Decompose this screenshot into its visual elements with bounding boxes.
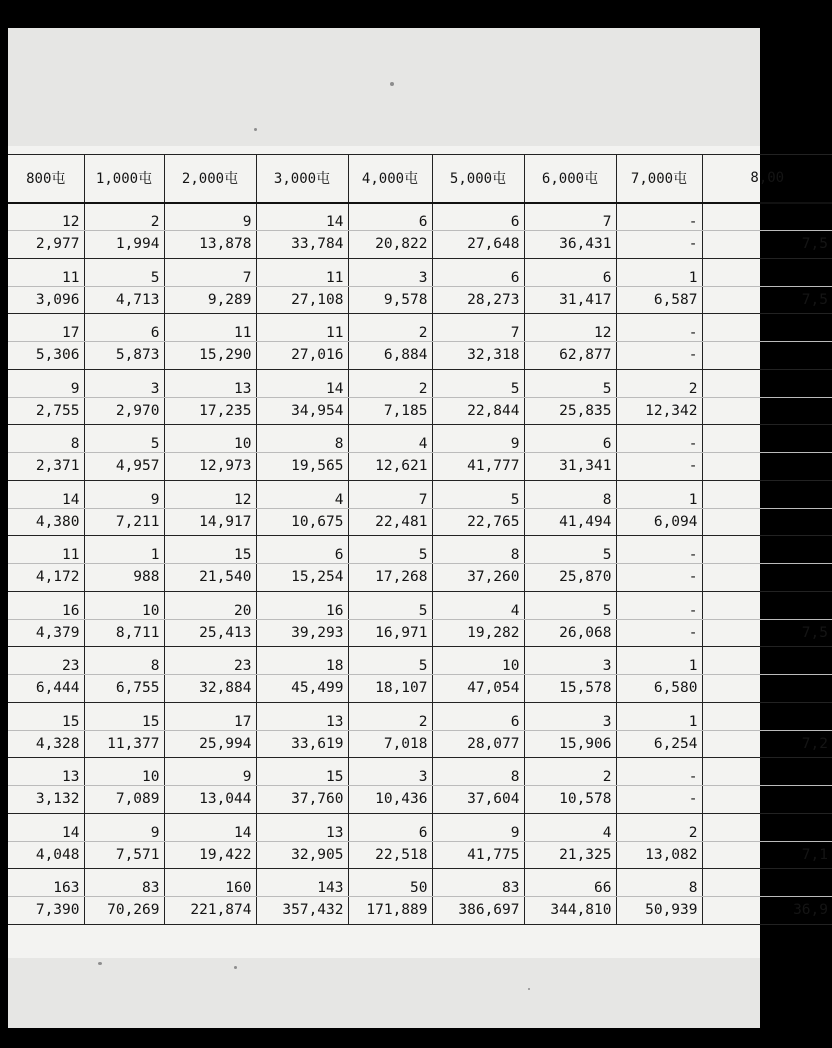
table-cell: 8 [84, 647, 164, 675]
table-cell: 27,108 [256, 286, 348, 314]
table-row-tonnage [8, 508, 832, 536]
table-cell: 171,889 [348, 897, 432, 925]
table-cell: 45,499 [256, 675, 348, 703]
table-row-count [8, 425, 832, 453]
table-row-count [8, 314, 832, 342]
table-cell: 3 [524, 647, 616, 675]
table-cell: 163 [8, 869, 84, 897]
scan-noise-top [8, 28, 760, 146]
table-row-tonnage [8, 730, 832, 758]
table-cell: 3 [524, 702, 616, 730]
table-cell: 31,417 [524, 286, 616, 314]
table-cell: 19,565 [256, 453, 348, 481]
table-cell: 13,044 [164, 786, 256, 814]
table-cell: 4 [256, 480, 348, 508]
table-cell: 6 [348, 203, 432, 231]
table-row-tonnage [8, 619, 832, 647]
scan-speck [528, 988, 530, 990]
table-row-tonnage [8, 342, 832, 370]
table-cell: 8 [256, 425, 348, 453]
table-cell: 3 [348, 758, 432, 786]
table-cell: 41,775 [432, 841, 524, 869]
table-cell: 22,765 [432, 508, 524, 536]
table-cell: 8 [616, 869, 702, 897]
table-cell: 1 [84, 536, 164, 564]
table-row-count [8, 702, 832, 730]
table-cell: 5 [524, 536, 616, 564]
table-cell [702, 314, 832, 342]
table-cell: 6 [84, 314, 164, 342]
table-cell: 6 [524, 258, 616, 286]
table-cell: 21,325 [524, 841, 616, 869]
table-cell: 160 [164, 869, 256, 897]
table-cell [702, 758, 832, 786]
table-row-tonnage [8, 675, 832, 703]
table-cell: 10 [432, 647, 524, 675]
scan-speck [390, 82, 394, 86]
table-cell: 8 [524, 480, 616, 508]
table-cell: 3,132 [8, 786, 84, 814]
scan-speck [98, 962, 102, 965]
table-cell: 15 [8, 702, 84, 730]
table-cell [702, 369, 832, 397]
table-cell: 10,436 [348, 786, 432, 814]
table-cell: 17 [8, 314, 84, 342]
table-cell: 7,018 [348, 730, 432, 758]
table-cell: 4,713 [84, 286, 164, 314]
table-row-tonnage [8, 286, 832, 314]
table-cell: 6,755 [84, 675, 164, 703]
table-cell: 10 [84, 758, 164, 786]
table-cell: 83 [84, 869, 164, 897]
table-cell: 11 [164, 314, 256, 342]
table-cell: - [616, 536, 702, 564]
table-cell: 7 [164, 258, 256, 286]
table-cell: 70,269 [84, 897, 164, 925]
table-cell: 33,619 [256, 730, 348, 758]
table-cell [702, 591, 832, 619]
table-cell: 3,000屯 [256, 155, 348, 203]
table-cell: 11 [256, 258, 348, 286]
table-cell: 14 [256, 203, 348, 231]
table-cell: 15 [256, 758, 348, 786]
table-row-count [8, 203, 832, 231]
table-cell: 19,422 [164, 841, 256, 869]
table-cell: 7,5 [702, 286, 832, 314]
table-cell: 2,371 [8, 453, 84, 481]
table-cell [702, 397, 832, 425]
table-cell [702, 453, 832, 481]
table-cell: 15 [84, 702, 164, 730]
table-cell: 9 [84, 813, 164, 841]
tonnage-table [8, 154, 832, 925]
table-cell: 800屯 [8, 155, 84, 203]
table-row-count [8, 813, 832, 841]
table-cell: 13,878 [164, 231, 256, 259]
table-cell: 5 [84, 425, 164, 453]
header-row [8, 155, 832, 203]
table-cell: 9 [164, 758, 256, 786]
total-row-count [8, 869, 832, 897]
table-cell: 9 [8, 369, 84, 397]
table-cell: - [616, 758, 702, 786]
table-cell: 6 [348, 813, 432, 841]
table-cell: 3,096 [8, 286, 84, 314]
table-cell: - [616, 342, 702, 370]
table-cell: 2 [348, 369, 432, 397]
table-cell: 1 [616, 258, 702, 286]
table-cell: 23 [164, 647, 256, 675]
table-cell: 5 [348, 647, 432, 675]
table-cell: 143 [256, 869, 348, 897]
table-cell: 14 [8, 480, 84, 508]
table-cell: 14 [8, 813, 84, 841]
table-cell: 7,2 [702, 730, 832, 758]
table-cell: 357,432 [256, 897, 348, 925]
table-cell: 3 [348, 258, 432, 286]
table-cell: 27,648 [432, 231, 524, 259]
table-cell: - [616, 786, 702, 814]
table-cell: 16,971 [348, 619, 432, 647]
table-row-tonnage [8, 453, 832, 481]
table-cell: 17,235 [164, 397, 256, 425]
table-cell: 20 [164, 591, 256, 619]
scan-speck [254, 128, 257, 131]
table-cell: 50 [348, 869, 432, 897]
table-cell: 12 [524, 314, 616, 342]
table-cell: 5,873 [84, 342, 164, 370]
table-cell: 8,00 [702, 155, 832, 203]
table-cell [702, 869, 832, 897]
table-cell: - [616, 619, 702, 647]
table-cell: 5 [348, 591, 432, 619]
table-cell: 7,571 [84, 841, 164, 869]
table-cell: 39,293 [256, 619, 348, 647]
table-cell: 15,290 [164, 342, 256, 370]
table-cell: 7,5 [702, 619, 832, 647]
table-cell: 83 [432, 869, 524, 897]
table-cell: 2 [524, 758, 616, 786]
table-cell: 8,711 [84, 619, 164, 647]
table-cell: 25,994 [164, 730, 256, 758]
table-cell: 32,905 [256, 841, 348, 869]
table-cell: 5,306 [8, 342, 84, 370]
table-cell: 8 [432, 536, 524, 564]
table-cell: 13 [256, 813, 348, 841]
scan-noise-bottom [8, 958, 760, 1028]
table-cell: 13 [164, 369, 256, 397]
table-row-count [8, 258, 832, 286]
table-cell: 17,268 [348, 564, 432, 592]
table-cell: 6,254 [616, 730, 702, 758]
table-cell: 9 [432, 425, 524, 453]
table-row-count [8, 369, 832, 397]
table-cell: 7,211 [84, 508, 164, 536]
table-row-count [8, 536, 832, 564]
table-cell: 7,5 [702, 231, 832, 259]
table-cell: 11 [8, 258, 84, 286]
table-row-tonnage [8, 841, 832, 869]
table-cell: 4 [432, 591, 524, 619]
table-cell: 988 [84, 564, 164, 592]
table-cell: 1 [616, 702, 702, 730]
table-row-count [8, 758, 832, 786]
table-cell: 7 [524, 203, 616, 231]
table-cell: 12,342 [616, 397, 702, 425]
table-cell: 1 [616, 480, 702, 508]
table-cell: 23 [8, 647, 84, 675]
table-row-tonnage [8, 786, 832, 814]
table-cell: 4,048 [8, 841, 84, 869]
table-cell: 2 [616, 813, 702, 841]
table-cell: 7,390 [8, 897, 84, 925]
table-cell: - [616, 231, 702, 259]
table-cell: 7,089 [84, 786, 164, 814]
table-cell: 6,000屯 [524, 155, 616, 203]
table-cell: 8 [432, 758, 524, 786]
table-cell: 36,431 [524, 231, 616, 259]
table-cell: 16 [256, 591, 348, 619]
table-cell: 3 [84, 369, 164, 397]
table-row-tonnage [8, 397, 832, 425]
table-cell: - [616, 203, 702, 231]
table-cell: 4,379 [8, 619, 84, 647]
table-cell: 13 [256, 702, 348, 730]
table-row-count [8, 480, 832, 508]
table-cell [702, 342, 832, 370]
table-cell: 9 [84, 480, 164, 508]
table-cell: 6 [432, 258, 524, 286]
table-cell: 18,107 [348, 675, 432, 703]
table-cell: 13,082 [616, 841, 702, 869]
table-cell: 13 [8, 758, 84, 786]
table-cell: 10 [164, 425, 256, 453]
table-cell: 9 [432, 813, 524, 841]
table-cell: - [616, 564, 702, 592]
table-cell: 10,578 [524, 786, 616, 814]
table-cell: 37,604 [432, 786, 524, 814]
table-cell: 32,318 [432, 342, 524, 370]
table-cell: 2 [348, 702, 432, 730]
table-cell: 18 [256, 647, 348, 675]
table-cell: 47,054 [432, 675, 524, 703]
table-cell [702, 675, 832, 703]
table-cell: 15,254 [256, 564, 348, 592]
table-cell: 2,970 [84, 397, 164, 425]
table-cell: 7,185 [348, 397, 432, 425]
table-cell: 50,939 [616, 897, 702, 925]
table-cell: 12,973 [164, 453, 256, 481]
table-cell: 17 [164, 702, 256, 730]
table-cell: 32,884 [164, 675, 256, 703]
table-cell: 22,481 [348, 508, 432, 536]
table-cell [702, 813, 832, 841]
table-cell: 1,000屯 [84, 155, 164, 203]
table-cell: 11 [8, 536, 84, 564]
table-cell: 2 [616, 369, 702, 397]
table-cell: 5 [432, 480, 524, 508]
table-cell: 28,273 [432, 286, 524, 314]
table-cell: 6,580 [616, 675, 702, 703]
scan-speck [234, 966, 237, 969]
table-cell: 6 [432, 702, 524, 730]
table-cell: 9,289 [164, 286, 256, 314]
table-cell: 25,870 [524, 564, 616, 592]
table-cell: 221,874 [164, 897, 256, 925]
table-cell: 9,578 [348, 286, 432, 314]
table-cell [702, 536, 832, 564]
table-cell: 22,844 [432, 397, 524, 425]
table-cell: 5 [432, 369, 524, 397]
table-cell: 27,016 [256, 342, 348, 370]
table-cell: 9 [164, 203, 256, 231]
table-cell: 344,810 [524, 897, 616, 925]
table-cell: 25,835 [524, 397, 616, 425]
table-cell: 12 [8, 203, 84, 231]
table-cell: 11 [256, 314, 348, 342]
table-cell: 15,906 [524, 730, 616, 758]
table-cell: 5 [524, 591, 616, 619]
table-cell: 20,822 [348, 231, 432, 259]
table-cell: 6,587 [616, 286, 702, 314]
table-cell: 22,518 [348, 841, 432, 869]
table-cell: 14 [164, 813, 256, 841]
table-cell: 10 [84, 591, 164, 619]
table-cell: 41,777 [432, 453, 524, 481]
table-cell: 26,068 [524, 619, 616, 647]
table-cell: 6,884 [348, 342, 432, 370]
table-cell: 386,697 [432, 897, 524, 925]
table-cell: 7 [432, 314, 524, 342]
table-cell: 4,328 [8, 730, 84, 758]
table-row-count [8, 647, 832, 675]
table-cell: 66 [524, 869, 616, 897]
table-cell: 6 [256, 536, 348, 564]
scanned-ledger-page [8, 28, 828, 1028]
table-cell [702, 508, 832, 536]
table-cell: 37,760 [256, 786, 348, 814]
table-cell: 12,621 [348, 453, 432, 481]
table-cell [702, 564, 832, 592]
table-cell: 2,977 [8, 231, 84, 259]
table-cell: 15,578 [524, 675, 616, 703]
table-cell: 6,444 [8, 675, 84, 703]
table-cell: 5 [524, 369, 616, 397]
table-cell: 11,377 [84, 730, 164, 758]
table-cell: 19,282 [432, 619, 524, 647]
table-cell: - [616, 314, 702, 342]
table-cell [702, 702, 832, 730]
table-cell: - [616, 591, 702, 619]
table-cell [702, 203, 832, 231]
table-cell: 4 [524, 813, 616, 841]
table-cell: 4,380 [8, 508, 84, 536]
table-cell: 2 [84, 203, 164, 231]
table-cell: 2,000屯 [164, 155, 256, 203]
table-cell: 14 [256, 369, 348, 397]
table-cell: 31,341 [524, 453, 616, 481]
table-cell [702, 786, 832, 814]
table-cell: 34,954 [256, 397, 348, 425]
table-cell: 28,077 [432, 730, 524, 758]
table-cell: 16 [8, 591, 84, 619]
table-cell: 7 [348, 480, 432, 508]
table-cell: 6 [432, 203, 524, 231]
table-cell: 5 [348, 536, 432, 564]
table-cell [702, 425, 832, 453]
table-cell: 5 [84, 258, 164, 286]
table-row-tonnage [8, 564, 832, 592]
table-cell: 15 [164, 536, 256, 564]
table-cell [702, 258, 832, 286]
table-cell: 2 [348, 314, 432, 342]
table-cell: 1,994 [84, 231, 164, 259]
table-cell: 6 [524, 425, 616, 453]
table-cell: 6,094 [616, 508, 702, 536]
table-cell: 4,957 [84, 453, 164, 481]
total-row-tonnage [8, 897, 832, 925]
table-cell: 25,413 [164, 619, 256, 647]
table-cell: 4,172 [8, 564, 84, 592]
table-cell: 12 [164, 480, 256, 508]
table-cell: 37,260 [432, 564, 524, 592]
table-cell: 62,877 [524, 342, 616, 370]
table-cell: 14,917 [164, 508, 256, 536]
table-cell: 1 [616, 647, 702, 675]
table-cell: 7,1 [702, 841, 832, 869]
table-cell [702, 480, 832, 508]
table-cell: 21,540 [164, 564, 256, 592]
table-cell: 41,494 [524, 508, 616, 536]
table-cell: 4 [348, 425, 432, 453]
table-cell: 4,000屯 [348, 155, 432, 203]
table-cell: - [616, 453, 702, 481]
table-row-tonnage [8, 231, 832, 259]
table-cell [702, 647, 832, 675]
table-row-count [8, 591, 832, 619]
table-cell: 7,000屯 [616, 155, 702, 203]
table-cell: 36,9 [702, 897, 832, 925]
table-cell: 5,000屯 [432, 155, 524, 203]
table-cell: 8 [8, 425, 84, 453]
table-cell: 10,675 [256, 508, 348, 536]
table-cell: 33,784 [256, 231, 348, 259]
table-cell: - [616, 425, 702, 453]
table-cell: 2,755 [8, 397, 84, 425]
